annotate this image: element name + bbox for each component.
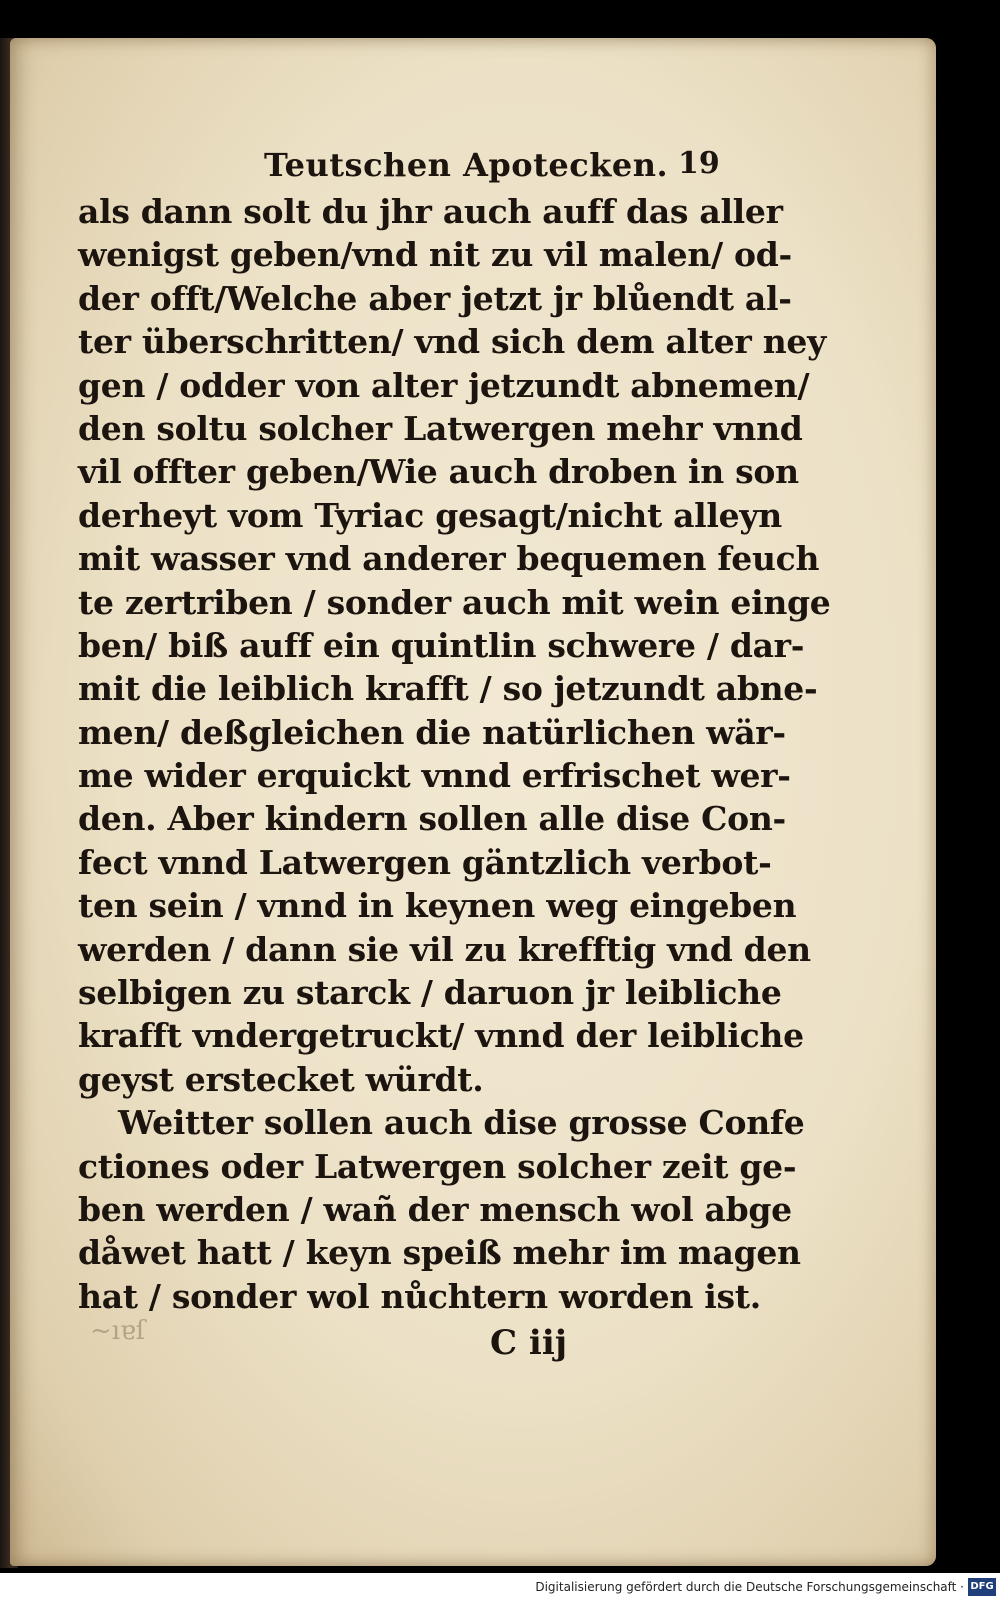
text-line: ben werden / wañ der mensch wol abge — [78, 1189, 792, 1229]
folio-number: 19 — [678, 146, 720, 181]
signature-mark: C iij — [490, 1323, 568, 1363]
text-line: vil offter geben/Wie auch droben in son — [78, 452, 799, 492]
text-line: ben/ biß auff ein quintlin schwere / dar- — [78, 625, 805, 665]
text-line: selbigen zu starck / daruon jr leibliche — [78, 973, 782, 1013]
text-line: wenigst geben/vnd nit zu vil malen/ od- — [78, 235, 792, 275]
text-line: men/ deßgleichen die natürlichen wär- — [78, 712, 786, 752]
text-line: den. Aber kindern sollen alle dise Con- — [78, 799, 786, 839]
page-text-block — [78, 138, 831, 1318]
text-line: dåwet hatt / keyn speiß mehr im magen — [78, 1233, 801, 1273]
text-line: ter überschritten/ vnd sich dem alter ney — [78, 322, 826, 362]
text-line: krafft vndergetruckt/ vnnd der leibliche — [78, 1016, 804, 1056]
book-page — [10, 38, 936, 1566]
text-line: geyst erstecket würdt. — [78, 1059, 484, 1099]
running-head: Teutschen Apotecken. — [264, 146, 669, 184]
text-line: gen / odder von alter jetzundt abnemen/ — [78, 365, 810, 405]
text-line: als dann solt du jhr auch auff das aller — [78, 192, 783, 231]
text-line: der offt/Welche aber jetzt jr blůendt al- — [78, 278, 792, 318]
dfg-logo: DFG — [968, 1578, 996, 1596]
credit-footer — [0, 1573, 1000, 1603]
text-line: mit wasser vnd anderer bequemen feuch — [78, 539, 820, 579]
text-line: derheyt vom Tyriac gesagt/nicht alleyn — [78, 495, 782, 535]
body-text — [78, 190, 831, 1318]
text-line: me wider erquickt vnnd erfrischet wer- — [78, 756, 791, 796]
text-line: hat / sonder wol nůchtern worden ist. — [78, 1276, 761, 1316]
bleed-through-mark: ~ıɐſ — [90, 1316, 146, 1346]
text-line: mit die leiblich krafft / so jetzundt abne- — [78, 669, 818, 709]
text-line: te zertriben / sonder auch mit wein einge — [78, 582, 831, 622]
text-line: den soltu solcher Latwergen mehr vnnd — [78, 408, 803, 448]
page-header — [78, 138, 778, 190]
text-line: fect vnnd Latwergen gäntzlich verbot- — [78, 842, 772, 882]
funding-credit: Digitalisierung gefördert durch die Deutsche Forschungsgemeinschaft · — [535, 1580, 964, 1594]
text-line: werden / dann sie vil zu krefftig vnd den — [78, 929, 811, 969]
text-line: ten sein / vnnd in keynen weg eingeben — [78, 886, 797, 926]
text-line: Weitter sollen auch dise grosse Confe — [118, 1103, 805, 1143]
text-line: ctiones oder Latwergen solcher zeit ge- — [78, 1146, 797, 1186]
